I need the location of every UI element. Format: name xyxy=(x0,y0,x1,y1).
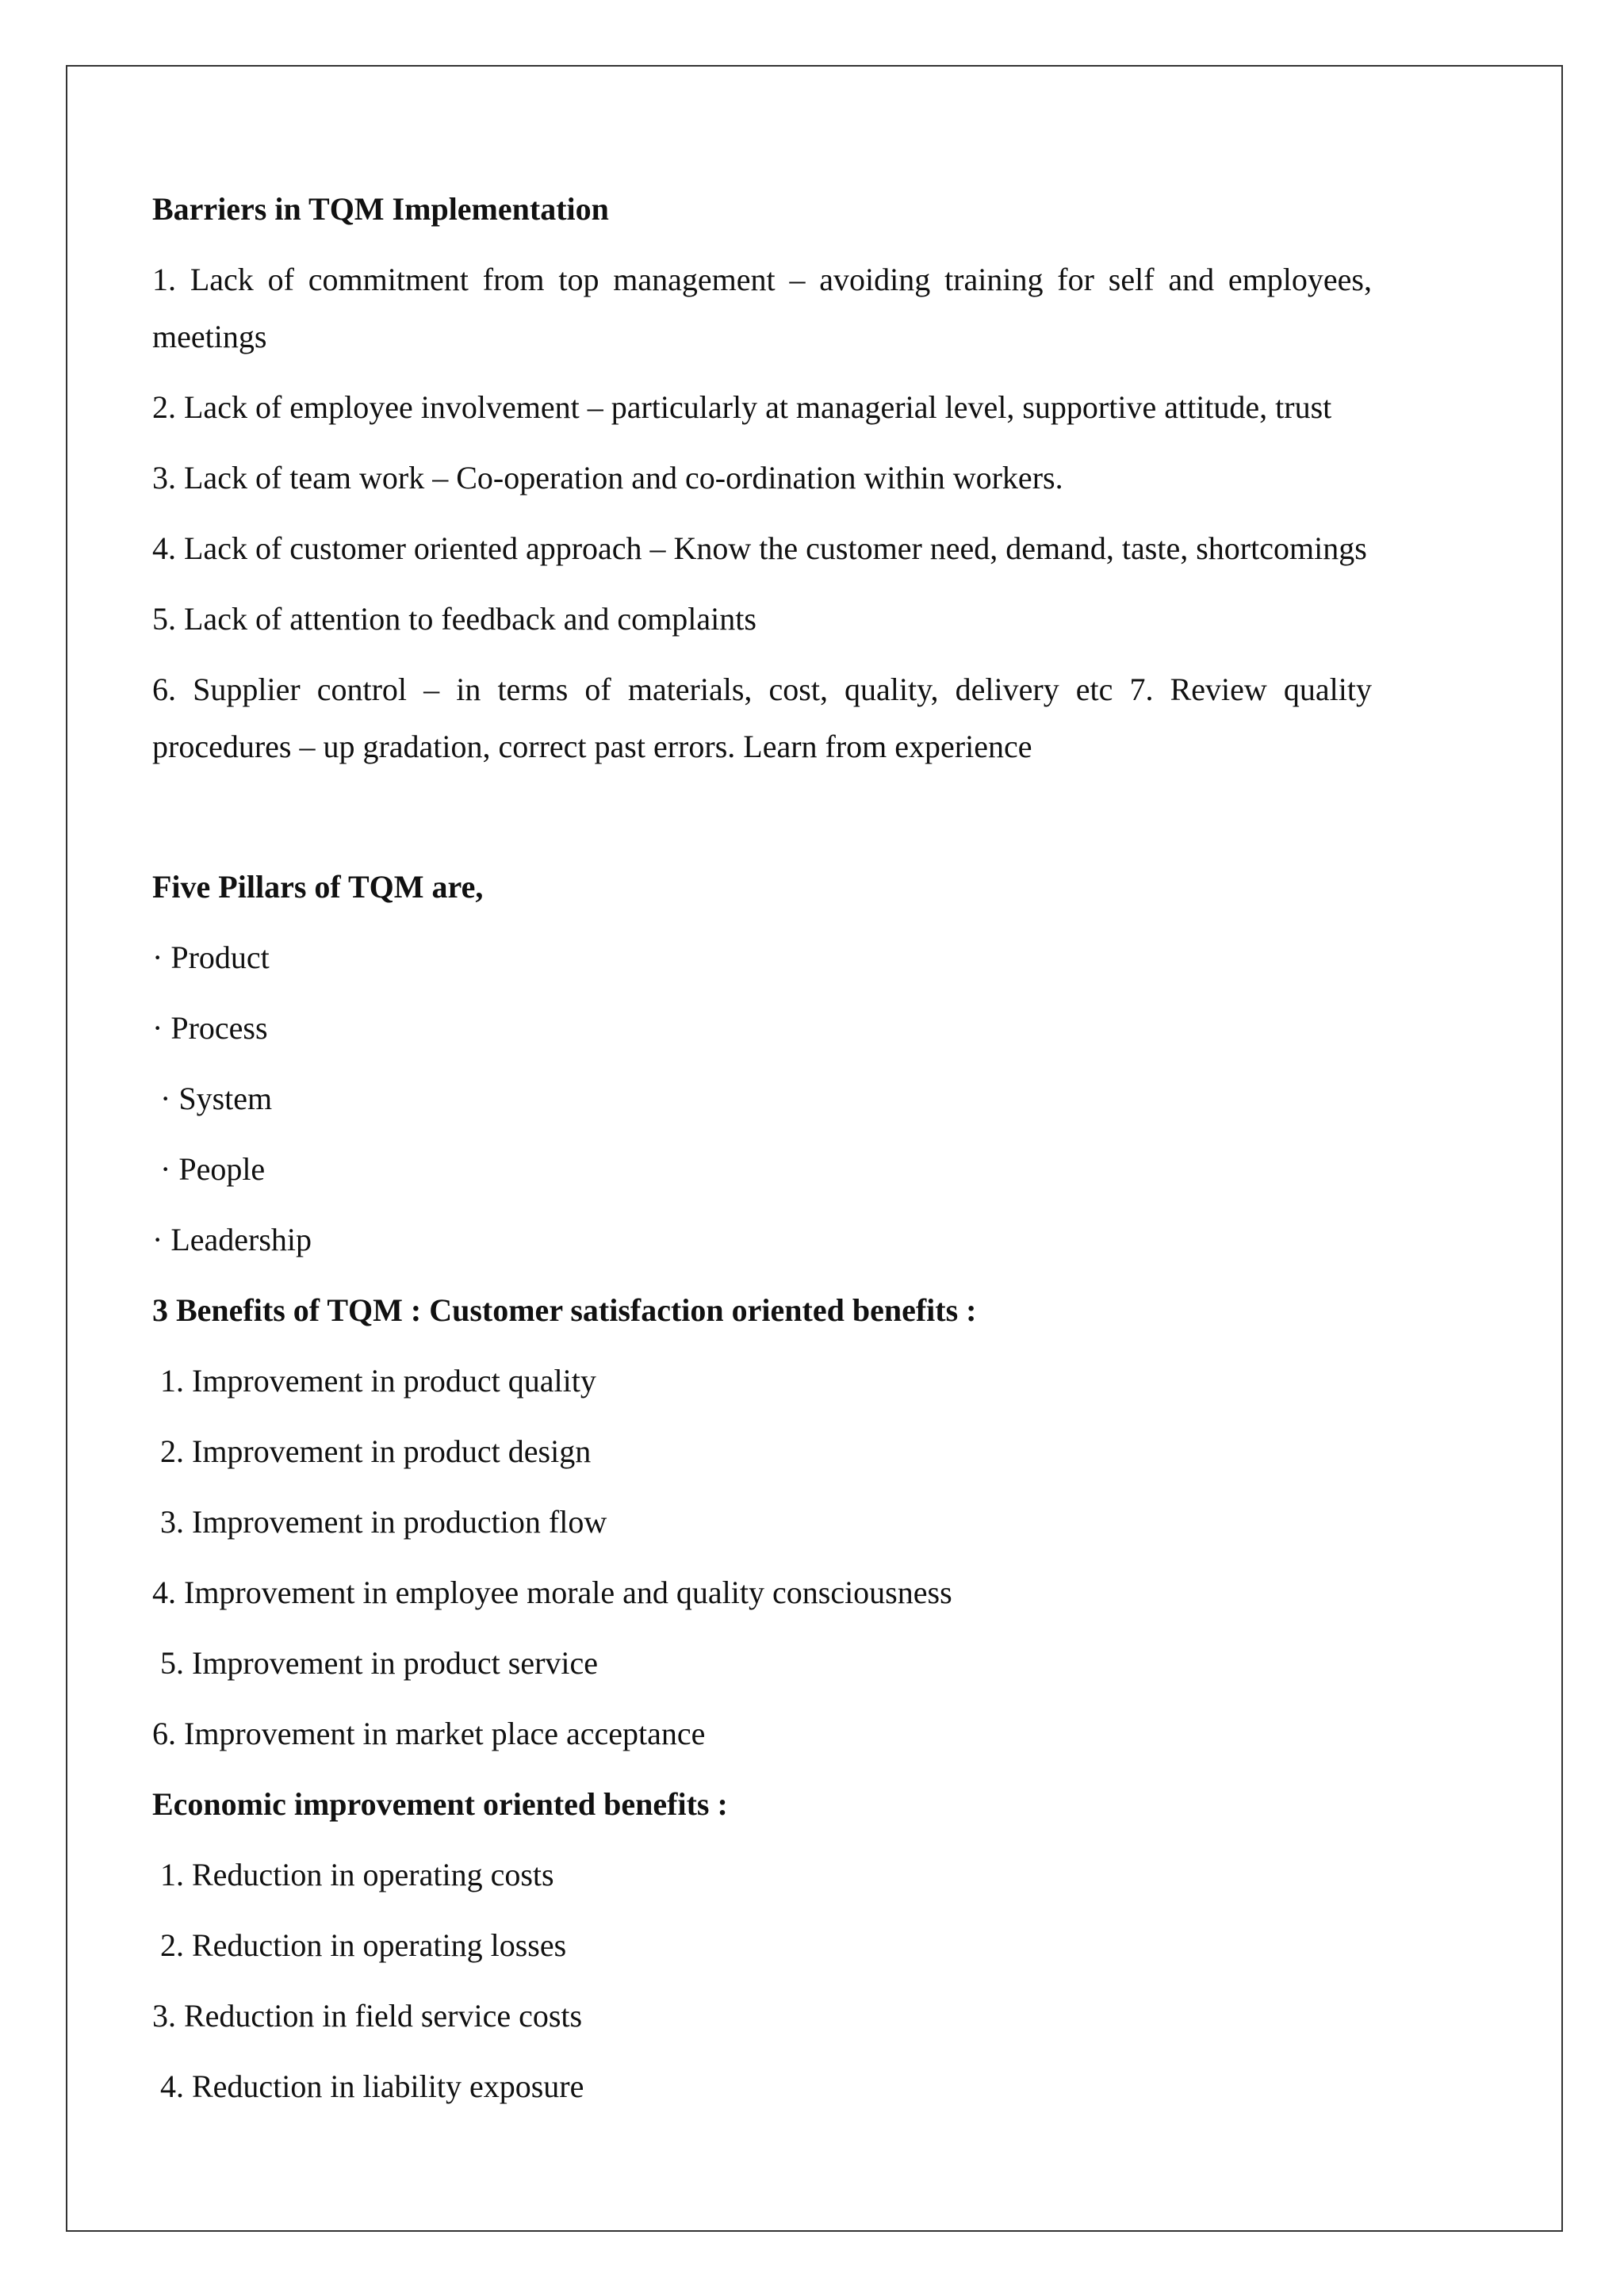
customer-benefits-heading: 3 Benefits of TQM : Customer satisfaction oriented benefits : xyxy=(152,1292,977,1328)
customer-benefit-item: 5. Improvement in product service xyxy=(152,1645,599,1681)
economic-benefit-item: 1. Reduction in operating costs xyxy=(152,1857,554,1892)
pillar-item: · Process xyxy=(152,1010,268,1046)
barrier-item: 4. Lack of customer oriented approach – Know the customer need, demand, taste, shortcomings xyxy=(152,530,1367,566)
pillar-item: · System xyxy=(152,1081,273,1116)
customer-benefit-item: 4. Improvement in employee morale and quality consciousness xyxy=(152,1575,952,1610)
customer-benefit-item: 1. Improvement in product quality xyxy=(152,1363,596,1399)
barrier-item: 2. Lack of employee involvement – particularly at managerial level, supportive attitude, trust xyxy=(152,389,1332,425)
economic-benefit-item: 3. Reduction in field service costs xyxy=(152,1998,583,2034)
customer-benefit-item: 6. Improvement in market place acceptance xyxy=(152,1716,706,1751)
document-body xyxy=(152,181,1372,2129)
pillar-item: · Product xyxy=(152,939,270,975)
economic-benefit-item: 4. Reduction in liability exposure xyxy=(152,2068,584,2104)
economic-benefits-heading: Economic improvement oriented benefits : xyxy=(152,1786,728,1822)
barrier-item: 1. Lack of commitment from top management – avoiding training for self and employees, meetings xyxy=(152,262,1372,354)
barrier-item: 3. Lack of team work – Co-operation and co-ordination within workers. xyxy=(152,460,1063,496)
pillar-item: · Leadership xyxy=(152,1222,312,1257)
customer-benefit-item: 2. Improvement in product design xyxy=(152,1433,592,1469)
pillar-item: · People xyxy=(152,1151,266,1187)
section-spacer xyxy=(152,789,1372,859)
barrier-item: 5. Lack of attention to feedback and complaints xyxy=(152,601,756,637)
pillars-heading: Five Pillars of TQM are, xyxy=(152,869,484,905)
barrier-item: 6. Supplier control – in terms of materials, cost, quality, delivery etc 7. Review quality procedures – up gradation, correct past errors. Learn from experience xyxy=(152,672,1372,764)
economic-benefit-item: 2. Reduction in operating losses xyxy=(152,1927,567,1963)
barriers-heading: Barriers in TQM Implementation xyxy=(152,191,609,227)
customer-benefit-item: 3. Improvement in production flow xyxy=(152,1504,607,1540)
